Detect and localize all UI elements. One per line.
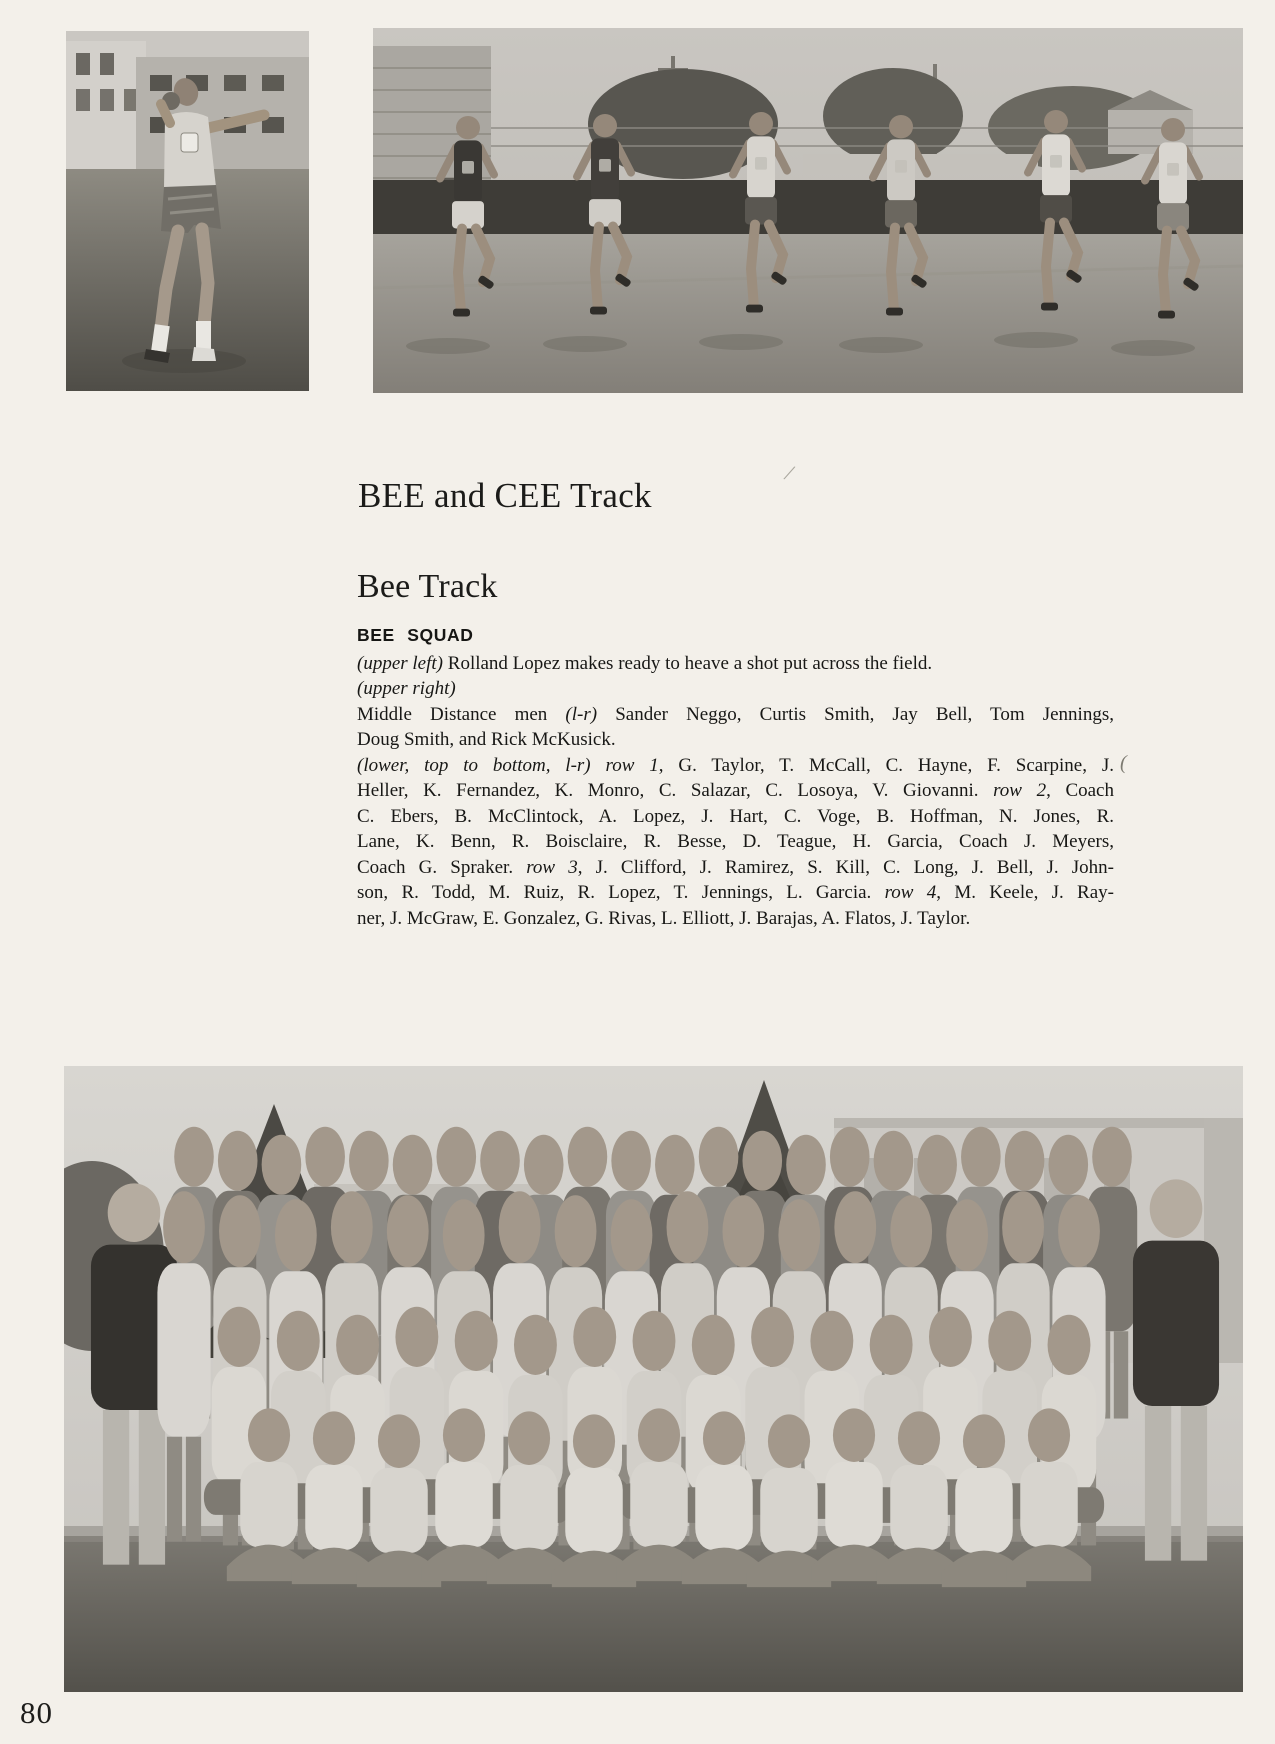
runners-photo-art	[373, 28, 1243, 393]
caption-line: Heller, K. Fernandez, K. Monro, C. Salazar, C. Losoya, V. Giovanni. row 2, Coach	[357, 780, 1114, 802]
caption-line: C. Ebers, B. McClintock, A. Lopez, J. Hart, C. Voge, B. Hoffman, N. Jones, R.	[357, 805, 1114, 827]
caption-line: (lower, top to bottom, l-r) row 1, G. Taylor, T. McCall, C. Hayne, F. Scarpine, J.	[357, 754, 1114, 776]
team-photo	[64, 1066, 1243, 1692]
print-artifact-slash: /	[783, 459, 796, 486]
page-title: BEE and CEE Track	[358, 476, 652, 515]
caption-line: son, R. Todd, M. Ruiz, R. Lopez, T. Jennings, L. Garcia. row 4, M. Keele, J. Ray-	[357, 882, 1114, 904]
shot-put-photo	[66, 31, 309, 391]
squad-label: BEE SQUAD	[357, 625, 474, 645]
page-number: 80	[20, 1695, 53, 1730]
caption-line: Doug Smith, and Rick McKusick.	[357, 729, 616, 751]
caption-line: (upper right)	[357, 678, 456, 700]
caption-line: Middle Distance men (l-r) Sander Neggo, Curtis Smith, Jay Bell, Tom Jennings,	[357, 703, 1114, 725]
team-photo-art	[64, 1066, 1243, 1692]
shot-put-photo-art	[66, 31, 309, 391]
caption-block	[357, 651, 1114, 931]
section-title: Bee Track	[357, 568, 498, 605]
caption-line: Lane, K. Benn, R. Boisclaire, R. Besse, D. Teague, H. Garcia, Coach J. Meyers,	[357, 831, 1114, 853]
caption-line: Coach G. Spraker. row 3, J. Clifford, J. Ramirez, S. Kill, C. Long, J. Bell, J. John-	[357, 856, 1114, 878]
caption-line: (upper left) Rolland Lopez makes ready to heave a shot put across the field.	[357, 653, 933, 674]
runners-photo	[373, 28, 1243, 393]
caption-line: ner, J. McGraw, E. Gonzalez, G. Rivas, L. Elliott, J. Barajas, A. Flatos, J. Taylor.	[357, 907, 971, 929]
print-artifact-paren: (	[1120, 752, 1127, 774]
